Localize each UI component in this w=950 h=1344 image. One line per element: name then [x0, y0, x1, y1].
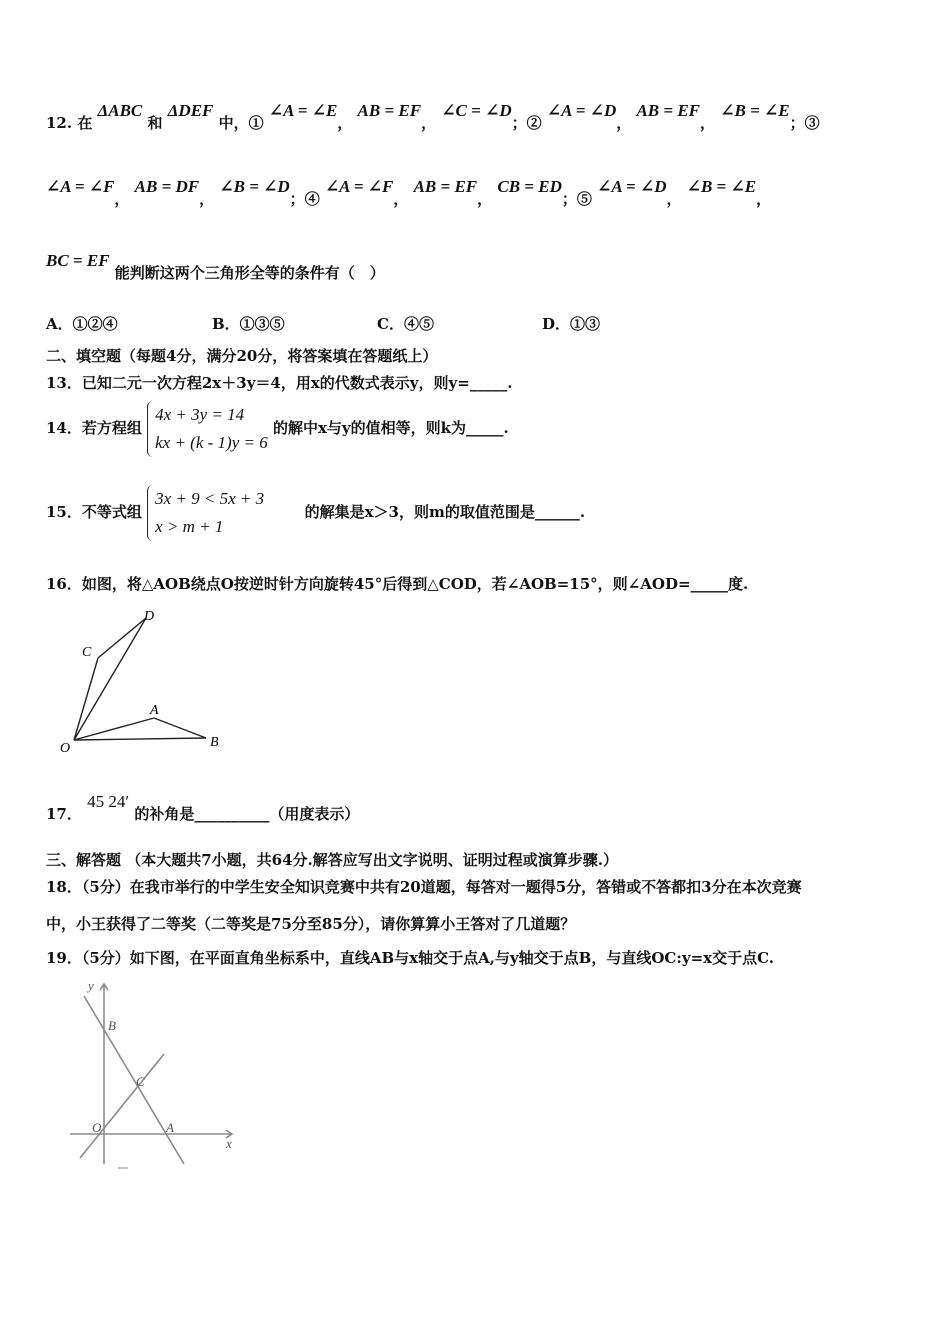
q12-c5c: BC = EF	[46, 251, 110, 270]
q12-question: 能判断这两个三角形全等的条件有（ ）	[114, 264, 385, 282]
segment-cd	[98, 618, 146, 658]
q12-c4a: ∠A = ∠F	[324, 177, 394, 196]
label-y-axis: y	[88, 978, 94, 993]
section-3-header: 三、解答题 （本大题共7小题，共64分.解答应写出文字说明、证明过程或演算步骤.）	[46, 851, 618, 869]
q14-system	[147, 401, 268, 457]
q15-eq2: x > m + 1	[155, 517, 224, 536]
segment-od	[74, 618, 146, 740]
q12-c5b: ∠B = ∠E	[686, 177, 757, 196]
q12-mark2: ②	[526, 114, 542, 132]
q15	[46, 485, 585, 541]
q16-figure	[50, 600, 240, 760]
q12-c1b: AB = EF	[357, 101, 422, 120]
label-c: C	[82, 645, 92, 660]
q12-c1c: ∠C = ∠D	[441, 101, 512, 120]
q12-c5a: ∠A = ∠D	[597, 177, 667, 196]
label-a: A	[150, 703, 159, 718]
q12-option-c[interactable]: C．④⑤	[377, 315, 434, 333]
q12-line-3	[46, 251, 385, 283]
q12-mark4: ④	[304, 190, 320, 208]
q19-figure	[66, 978, 246, 1178]
q12-c3c: ∠B = ∠D	[219, 177, 290, 196]
q18-line-1: 18．（5分）在我市举行的中学生安全知识竞赛中共有20道题，每答对一题得5分，答错或不答都扣3分在本次竞赛	[46, 878, 802, 896]
q14-number: 14．若方程组	[46, 419, 142, 437]
label-a: A	[166, 1120, 174, 1135]
q12-c1a: ∠A = ∠E	[268, 101, 338, 120]
q12-line-2: ∠A = ∠F， AB = DF， ∠B = ∠D；④ ∠A = ∠F， AB = EF， CB = ED；⑤ ∠A = ∠D， ∠B = ∠E，	[46, 177, 772, 208]
q14	[46, 401, 509, 457]
q15-system	[147, 485, 264, 541]
q14-eq2: kx + (k - 1)y = 6	[155, 433, 268, 452]
q12-c2b: AB = EF	[636, 101, 701, 120]
label-b: B	[108, 1018, 116, 1033]
q19: 19．（5分）如下图，在平面直角坐标系中，直线AB与x轴交于点A,与y轴交于点B，与直线OC:y=x交于点C.	[46, 949, 774, 967]
section-2-header: 二、填空题（每题4分，满分20分，将答案填在答题纸上）	[46, 347, 438, 365]
q12-text-mid: 中，①	[218, 114, 264, 132]
q14-eq1: 4x + 3y = 14	[155, 405, 245, 424]
q12-c2c: ∠B = ∠E	[720, 101, 790, 120]
q17-tail: 的补角是__________（用度表示）	[134, 805, 360, 823]
q12-c3a: ∠A = ∠F	[46, 177, 115, 196]
q12-text-in: 在	[77, 114, 93, 132]
q16: 16．如图，将△AOB绕点O按逆时针方向旋转45°后得到△COD，若∠AOB=15°，则∠AOD=_____度.	[46, 575, 749, 593]
q18-line-2: 中，小王获得了二等奖（二等奖是75分至85分），请你算算小王答对了几道题？	[46, 915, 576, 933]
label-o: O	[60, 741, 71, 756]
q12-mark3: ③	[804, 114, 820, 132]
q12-c3b: AB = DF	[134, 177, 200, 196]
q12-number: 12.	[46, 114, 73, 132]
q15-tail: 的解集是x＞3，则m的取值范围是______.	[304, 503, 586, 521]
q12-c2a: ∠A = ∠D	[546, 101, 617, 120]
q15-brace	[147, 485, 154, 541]
q14-tail: 的解中x与y的值相等，则k为_____.	[272, 419, 509, 437]
segment-oa	[74, 718, 154, 740]
label-b: B	[210, 735, 219, 750]
label-d: D	[144, 609, 155, 624]
q12-option-b[interactable]: B．①③⑤	[212, 315, 285, 333]
segment-ob	[74, 738, 206, 740]
segment-ab	[154, 718, 206, 738]
label-c: C	[136, 1074, 145, 1089]
q13: 13．已知二元一次方程2x＋3y＝4，用x的代数式表示y，则y=_____.	[46, 374, 513, 392]
q12-text-and: 和	[147, 114, 163, 132]
q15-eq1: 3x + 9 < 5x + 3	[155, 489, 265, 508]
q17-angle: 45 24′	[87, 792, 130, 811]
q12-mark5: ⑤	[576, 190, 592, 208]
line-oc	[80, 1054, 164, 1158]
q15-number: 15．不等式组	[46, 503, 142, 521]
q17-number: 17．	[46, 805, 82, 823]
q12-line-1: 12. 在 ΔABC 和 ΔDEF 中，① ∠A = ∠E， AB = EF， ∠C = ∠D；② ∠A = ∠D， AB = EF， ∠B = ∠E；③	[46, 101, 820, 132]
q12-triangle-abc: ΔABC	[97, 101, 143, 120]
q17	[46, 792, 360, 824]
q14-brace	[147, 401, 154, 457]
label-x-axis: x	[226, 1136, 232, 1151]
segment-oc	[74, 658, 98, 740]
q12-option-d[interactable]: D．①③	[542, 315, 601, 333]
q12-c4b: AB = EF	[413, 177, 478, 196]
q12-option-a[interactable]: A．①②④	[46, 315, 118, 333]
label-o: O	[92, 1120, 102, 1135]
line-ab	[84, 996, 184, 1164]
q12-triangle-def: ΔDEF	[167, 101, 214, 120]
q12-c4c: CB = ED	[497, 177, 562, 196]
